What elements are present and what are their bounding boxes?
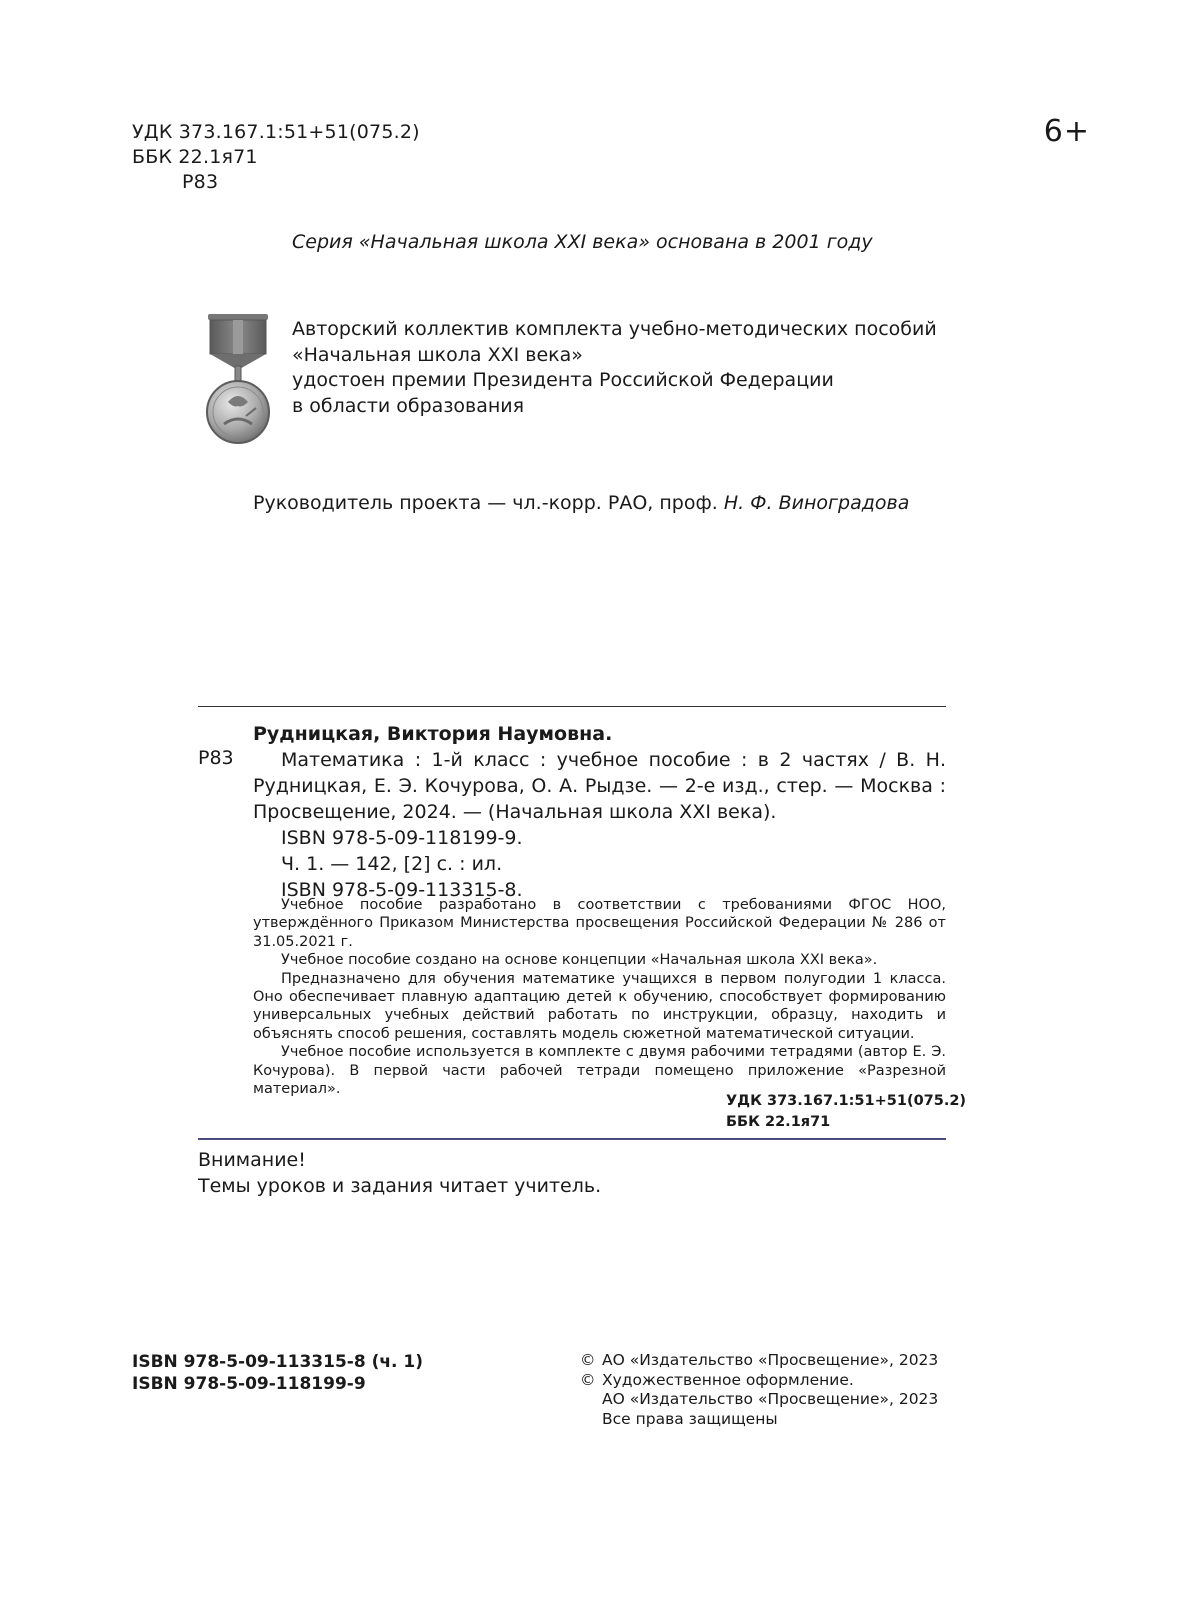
bib-note: Учебное пособие используется в комплекте с двумя рабочими тетрадями (автор Е. Э. Кочурова). В первой части рабочей тетради помещено приложение «Разрезной материал». — [253, 1044, 946, 1098]
bibliographic-record — [253, 721, 946, 903]
isbn-block — [132, 1351, 423, 1395]
award-statement — [292, 317, 937, 419]
bib-bbk: ББК 22.1я71 — [726, 1114, 831, 1130]
copyright-row — [580, 1371, 938, 1391]
project-head-prefix: Руководитель проекта — чл.-корр. РАО, проф. — [253, 492, 718, 514]
attention-text: Темы уроков и задания читает учитель. — [198, 1175, 602, 1197]
bbk-code: ББК 22.1я71 — [132, 146, 258, 168]
copyright-icon: © — [580, 1351, 596, 1369]
medal-icon — [206, 312, 270, 448]
attention-note — [198, 1147, 601, 1199]
age-rating: 6+ — [1043, 114, 1090, 149]
copyright-block — [580, 1351, 938, 1429]
divider-top — [198, 706, 946, 707]
bib-notes — [253, 896, 946, 1098]
copyright-icon: © — [580, 1370, 596, 1389]
copyright-line: Художественное оформление. — [602, 1370, 854, 1389]
bib-author-mark: Р83 — [198, 747, 234, 769]
udc-code: УДК 373.167.1:51+51(075.2) — [132, 121, 420, 143]
copyright-line: Все права защищены — [602, 1409, 778, 1428]
bib-note: Учебное пособие разработано в соответствии с требованиями ФГОС НОО, утверждённого Приказом Министерства просвещения Российской Федерации № 286 от 31.05.2021 г. — [253, 897, 946, 950]
award-line: удостоен премии Президента Российской Федерации — [292, 369, 834, 391]
series-note: Серия «Начальная школа XXI века» основана в 2001 году — [292, 231, 873, 253]
classification-header — [132, 120, 420, 195]
award-line: «Начальная школа XXI века» — [292, 343, 583, 366]
copyright-line: АО «Издательство «Просвещение», 2023 — [602, 1390, 939, 1408]
bib-note: Учебное пособие создано на основе концепции «Начальная школа XXI века». — [281, 952, 878, 969]
award-line: Авторский коллектив комплекта учебно-методических пособий — [292, 318, 937, 340]
bib-classification — [726, 1091, 966, 1133]
project-head-name: Н. Ф. Виноградова — [723, 492, 910, 514]
award-line: в области образования — [292, 394, 525, 417]
bib-udc: УДК 373.167.1:51+51(075.2) — [726, 1093, 967, 1109]
bib-isbn-part: ISBN 978-5-09-113315-8. — [281, 879, 523, 901]
bib-author: Рудницкая, Виктория Наумовна. — [253, 723, 613, 745]
isbn-line: ISBN 978-5-09-113315-8 (ч. 1) — [132, 1352, 424, 1372]
author-mark: Р83 — [182, 171, 219, 193]
project-head — [253, 492, 909, 514]
bib-part: Ч. 1. — 142, [2] с. : ил. — [281, 853, 503, 875]
bib-note: Предназначено для обучения математике учащихся в первом полугодии 1 класса. Оно обеспечивает плавную адаптацию детей к обучению, способствует формированию универсальных учебных действий работать по инструкции, образцу, находить и объяснять способ решения, составлять модель сюжетной математической ситуации. — [253, 970, 946, 1042]
bib-description: Математика : 1-й класс : учебное пособие : в 2 частях / В. Н. Рудницкая, Е. Э. Кочурова, О. А. Рыдзе. — 2-е изд., стер. — Москва : Просвещение, 2024. — (Начальная школа XXI века). — [253, 749, 946, 823]
copyright-row — [580, 1351, 938, 1371]
attention-title: Внимание! — [198, 1149, 306, 1171]
bib-isbn-full: ISBN 978-5-09-118199-9. — [281, 827, 523, 849]
copyright-line: АО «Издательство «Просвещение», 2023 — [602, 1351, 939, 1369]
divider-bottom — [198, 1138, 946, 1140]
isbn-line: ISBN 978-5-09-118199-9 — [132, 1374, 366, 1394]
